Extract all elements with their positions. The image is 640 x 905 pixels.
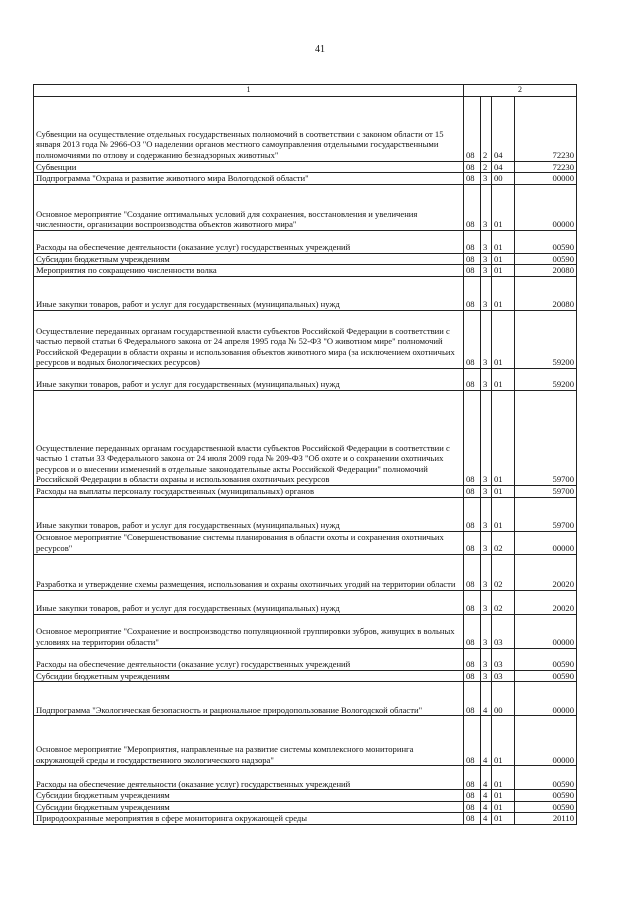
row-section: 08 [464, 173, 481, 185]
row-code: 59700 [515, 390, 577, 485]
row-name: Мероприятия по сокращению численности волка [34, 265, 464, 277]
row-subprogram: 03 [492, 614, 515, 648]
row-code: 59700 [515, 485, 577, 497]
row-section: 08 [464, 276, 481, 310]
row-subprogram: 02 [492, 531, 515, 554]
table-row [34, 590, 577, 614]
row-subprogram: 01 [492, 230, 515, 253]
row-program: 3 [481, 485, 492, 497]
table-header-row [34, 85, 577, 97]
row-program: 4 [481, 766, 492, 790]
row-code: 00000 [515, 531, 577, 554]
row-name: Расходы на обеспечение деятельности (оказание услуг) государственных учреждений [34, 230, 464, 253]
row-program: 2 [481, 161, 492, 173]
row-program: 3 [481, 230, 492, 253]
row-section: 08 [464, 531, 481, 554]
row-program: 3 [481, 368, 492, 390]
budget-table [33, 84, 577, 825]
row-code: 00000 [515, 716, 577, 766]
row-subprogram: 01 [492, 790, 515, 802]
row-subprogram: 03 [492, 648, 515, 670]
row-subprogram: 01 [492, 390, 515, 485]
row-code: 72230 [515, 161, 577, 173]
row-program: 3 [481, 265, 492, 277]
row-code: 72230 [515, 96, 577, 161]
row-code: 20080 [515, 276, 577, 310]
row-program: 3 [481, 614, 492, 648]
row-name: Расходы на выплаты персоналу государственных (муниципальных) органов [34, 485, 464, 497]
row-program: 3 [481, 253, 492, 265]
row-code: 00000 [515, 173, 577, 185]
row-code: 20080 [515, 265, 577, 277]
table-row [34, 682, 577, 716]
row-program: 3 [481, 531, 492, 554]
page-number: 41 [315, 44, 325, 55]
row-name: Субвенции [34, 161, 464, 173]
row-code: 59700 [515, 497, 577, 531]
row-subprogram: 04 [492, 96, 515, 161]
row-name: Осуществление переданных органам государственной власти субъектов Российской Федерации в соответствии с частью первой статьи 6 Федерального закона от 24 апреля 1995 года № 52-ФЗ "О животном мире" полномочий Российской Федерации в области охраны и использования объектов животного мира (за исключением охотничьих ресурсов и водных биологических ресурсов) [34, 310, 464, 368]
row-code: 00000 [515, 614, 577, 648]
row-section: 08 [464, 716, 481, 766]
row-subprogram: 01 [492, 253, 515, 265]
row-name: Расходы на обеспечение деятельности (оказание услуг) государственных учреждений [34, 766, 464, 790]
row-name: Субвенции на осуществление отдельных государственных полномочий в соответствии с законом области от 15 января 2013 года № 2966-ОЗ "О наделении органов местного самоуправления отдельными государственными полномочиями по отлову и содержанию безнадзорных животных" [34, 96, 464, 161]
header-col1: 1 [34, 85, 464, 97]
row-section: 08 [464, 648, 481, 670]
row-program: 3 [481, 184, 492, 230]
row-name: Субсидии бюджетным учреждениям [34, 253, 464, 265]
table-row [34, 265, 577, 277]
row-name: Разработка и утверждение схемы размещения, использования и охраны охотничьих угодий на территории области [34, 554, 464, 590]
row-subprogram: 01 [492, 766, 515, 790]
row-name: Подпрограмма "Охрана и развитие животного мира Вологодской области" [34, 173, 464, 185]
table-row [34, 813, 577, 825]
row-name: Иные закупки товаров, работ и услуг для государственных (муниципальных) нужд [34, 497, 464, 531]
table-row [34, 614, 577, 648]
row-section: 08 [464, 310, 481, 368]
row-section: 08 [464, 670, 481, 682]
row-section: 08 [464, 766, 481, 790]
row-subprogram: 03 [492, 670, 515, 682]
table-row [34, 670, 577, 682]
row-code: 59200 [515, 310, 577, 368]
table-row [34, 648, 577, 670]
row-subprogram: 01 [492, 310, 515, 368]
table-row [34, 173, 577, 185]
row-section: 08 [464, 265, 481, 277]
row-name: Основное мероприятие "Мероприятия, направленные на развитие системы комплексного мониторинга окружающей среды и государственного экологического надзора" [34, 716, 464, 766]
table-row [34, 310, 577, 368]
row-code: 59200 [515, 368, 577, 390]
row-section: 08 [464, 554, 481, 590]
table-row [34, 390, 577, 485]
row-code: 00590 [515, 230, 577, 253]
table-row [34, 497, 577, 531]
row-section: 08 [464, 614, 481, 648]
table-row [34, 531, 577, 554]
row-name: Субсидии бюджетным учреждениям [34, 670, 464, 682]
row-subprogram: 01 [492, 716, 515, 766]
row-subprogram: 01 [492, 276, 515, 310]
table-row [34, 766, 577, 790]
row-program: 3 [481, 554, 492, 590]
row-subprogram: 00 [492, 173, 515, 185]
row-name: Подпрограмма "Экологическая безопасность и рациональное природопользование Вологодской области" [34, 682, 464, 716]
row-section: 08 [464, 161, 481, 173]
table-row [34, 801, 577, 813]
row-program: 4 [481, 801, 492, 813]
row-code: 20020 [515, 554, 577, 590]
row-subprogram: 02 [492, 554, 515, 590]
row-name: Осуществление переданных органам государственной власти субъектов Российской Федерации в соответствии с частью 1 статьи 33 Федерального закона от 24 июля 2009 года № 209-ФЗ "Об охоте и о сохранении охотничьих ресурсов и о внесении изменений в отдельные законодательные акты Российской Федерации" полномочий Российской Федерации в области охраны и использования охотничьих ресурсов [34, 390, 464, 485]
row-section: 08 [464, 590, 481, 614]
row-section: 08 [464, 230, 481, 253]
row-program: 4 [481, 682, 492, 716]
row-code: 20110 [515, 813, 577, 825]
row-code: 00590 [515, 801, 577, 813]
row-section: 08 [464, 390, 481, 485]
row-section: 08 [464, 485, 481, 497]
row-name: Природоохранные мероприятия в сфере мониторинга окружающей среды [34, 813, 464, 825]
row-code: 20020 [515, 590, 577, 614]
row-section: 08 [464, 801, 481, 813]
row-name: Иные закупки товаров, работ и услуг для государственных (муниципальных) нужд [34, 276, 464, 310]
table-row [34, 554, 577, 590]
table-row [34, 276, 577, 310]
row-subprogram: 01 [492, 184, 515, 230]
row-program: 3 [481, 648, 492, 670]
row-program: 4 [481, 716, 492, 766]
row-section: 08 [464, 96, 481, 161]
table-row [34, 184, 577, 230]
row-subprogram: 01 [492, 265, 515, 277]
row-code: 00590 [515, 790, 577, 802]
row-code: 00590 [515, 253, 577, 265]
row-program: 3 [481, 497, 492, 531]
row-code: 00590 [515, 670, 577, 682]
table-row [34, 368, 577, 390]
row-subprogram: 02 [492, 590, 515, 614]
row-program: 3 [481, 173, 492, 185]
row-subprogram: 01 [492, 801, 515, 813]
row-subprogram: 01 [492, 368, 515, 390]
row-name: Иные закупки товаров, работ и услуг для государственных (муниципальных) нужд [34, 590, 464, 614]
row-program: 4 [481, 813, 492, 825]
table-row [34, 96, 577, 161]
row-subprogram: 01 [492, 485, 515, 497]
table-row [34, 161, 577, 173]
row-section: 08 [464, 790, 481, 802]
row-section: 08 [464, 682, 481, 716]
row-name: Субсидии бюджетным учреждениям [34, 801, 464, 813]
row-program: 3 [481, 670, 492, 682]
row-name: Расходы на обеспечение деятельности (оказание услуг) государственных учреждений [34, 648, 464, 670]
row-program: 2 [481, 96, 492, 161]
row-section: 08 [464, 813, 481, 825]
row-name: Основное мероприятие "Совершенствование системы планирования в области охоты и сохранения охотничьих ресурсов" [34, 531, 464, 554]
row-name: Иные закупки товаров, работ и услуг для государственных (муниципальных) нужд [34, 368, 464, 390]
row-subprogram: 01 [492, 497, 515, 531]
row-program: 3 [481, 310, 492, 368]
row-section: 08 [464, 253, 481, 265]
row-subprogram: 04 [492, 161, 515, 173]
row-subprogram: 00 [492, 682, 515, 716]
row-section: 08 [464, 368, 481, 390]
header-col2: 2 [464, 85, 577, 97]
row-code: 00590 [515, 648, 577, 670]
row-name: Основное мероприятие "Создание оптимальных условий для сохранения, восстановления и увеличения численности, организации воспроизводства объектов животного мира" [34, 184, 464, 230]
row-name: Субсидии бюджетным учреждениям [34, 790, 464, 802]
row-code: 00590 [515, 766, 577, 790]
row-subprogram: 01 [492, 813, 515, 825]
row-name: Основное мероприятие "Сохранение и воспроизводство популяционной группировки зубров, живущих в вольных условиях на территории области" [34, 614, 464, 648]
row-program: 3 [481, 276, 492, 310]
table-row [34, 716, 577, 766]
row-code: 00000 [515, 682, 577, 716]
row-section: 08 [464, 497, 481, 531]
row-program: 3 [481, 590, 492, 614]
table-row [34, 253, 577, 265]
row-code: 00000 [515, 184, 577, 230]
row-program: 3 [481, 390, 492, 485]
table-row [34, 230, 577, 253]
table-row [34, 790, 577, 802]
row-program: 4 [481, 790, 492, 802]
table-row [34, 485, 577, 497]
row-section: 08 [464, 184, 481, 230]
